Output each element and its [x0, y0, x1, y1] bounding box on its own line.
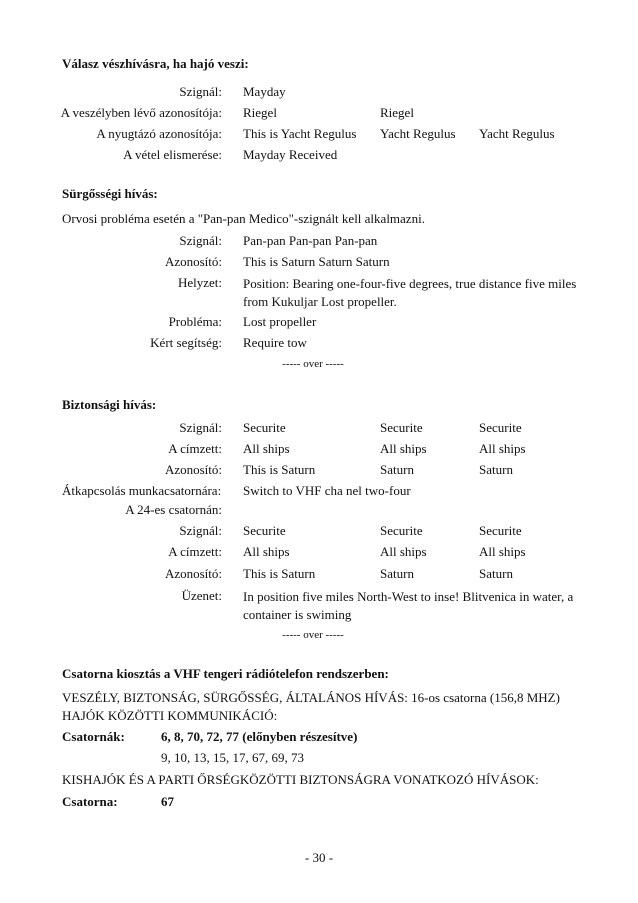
channels-label: Csatornák: [62, 729, 125, 744]
row-value: Saturn [479, 566, 513, 581]
row-value-message: In position five miles North-West to inse! Blitvenica in water, a container is swiming [243, 589, 574, 622]
over-marker: ----- over ----- [282, 629, 344, 641]
row-label: A veszélyben lévő azonosítója: [60, 105, 222, 120]
row-label: Kért segítség: [150, 335, 222, 350]
row-label: A vétel elismerése: [123, 147, 222, 162]
row-label: Szignál: [179, 523, 222, 538]
row-value: Saturn [380, 462, 414, 477]
row-label: Szignál: [179, 84, 222, 99]
row-value: Pan-pan Pan-pan Pan-pan [243, 233, 378, 248]
row-value: All ships [479, 544, 526, 559]
row-value: Mayday [243, 84, 286, 99]
row-label: Szignál: [179, 420, 222, 435]
row-value: All ships [380, 441, 427, 456]
row-value: All ships [479, 441, 526, 456]
row-label: Üzenet: [181, 588, 222, 603]
row-value: This is Saturn Saturn Saturn [243, 254, 390, 269]
row-label: A címzett: [168, 441, 222, 456]
channel-label: Csatorna: [62, 794, 118, 809]
section-heading-safety-call: Biztonsági hívás: [62, 397, 157, 412]
row-value: Securite [380, 420, 423, 435]
channels-secondary: 9, 10, 13, 15, 17, 67, 69, 73 [161, 750, 304, 765]
row-label-channel-24: A 24-es csatornán: [125, 502, 222, 517]
row-value: Saturn [380, 566, 414, 581]
row-value: Require tow [243, 335, 307, 350]
section-heading-distress-reply: Válasz vészhívásra, ha hajó veszi: [62, 56, 249, 71]
section-heading-channel-allocation: Csatorna kiosztás a VHF tengeri rádiótelefon rendszerben: [62, 666, 389, 681]
row-label: A nyugtázó azonosítója: [96, 126, 222, 141]
row-label: A címzett: [168, 544, 222, 559]
row-label: Azonosító: [164, 254, 222, 269]
over-marker: ----- over ----- [282, 358, 344, 370]
row-value: Securite [243, 523, 286, 538]
row-label-switch: Átkapcsolás munkacsatornára: [62, 483, 222, 498]
row-value: Saturn [479, 462, 513, 477]
row-value: Lost propeller [243, 314, 317, 329]
row-value: This is Yacht Regulus [243, 126, 357, 141]
row-value: Riegel [243, 105, 277, 120]
row-label: Probléma: [168, 314, 222, 329]
row-value: All ships [243, 441, 290, 456]
page-number: - 30 - [304, 850, 334, 865]
row-label: Szignál: [179, 233, 222, 248]
channel-value: 67 [161, 794, 174, 809]
row-label: Azonosító: [164, 462, 222, 477]
row-value: All ships [243, 544, 290, 559]
row-value: Yacht Regulus [380, 126, 456, 141]
row-label: Helyzet: [177, 275, 222, 290]
ship-communication-text: VESZÉLY, BIZTONSÁG, SÜRGŐSSÉG, ÁLTALÁNOS HÍVÁS: 16-os csatorna (156,8 MHZ) HAJÓK KÖZÖTTI KOMMUNIKÁCIÓ: [62, 690, 560, 723]
row-value: Securite [243, 420, 286, 435]
section-intro: Orvosi probléma esetén a "Pan-pan Medico"-szignált kell alkalmazni. [62, 211, 425, 226]
row-label: Azonosító: [164, 566, 222, 581]
row-value: This is Saturn [243, 566, 316, 581]
row-value: This is Saturn [243, 462, 316, 477]
row-value: Securite [479, 420, 522, 435]
section-heading-urgency-call: Sürgősségi hívás: [62, 186, 158, 201]
row-value: All ships [380, 544, 427, 559]
row-value-switch: Switch to VHF cha nel two-four [243, 483, 411, 498]
row-value: Mayday Received [243, 147, 338, 162]
row-value: Yacht Regulus [479, 126, 555, 141]
row-value: Securite [479, 523, 522, 538]
channels-primary: 6, 8, 70, 72, 77 (előnyben részesítve) [161, 729, 358, 744]
row-value-position: Position: Bearing one-four-five degrees, true distance five miles from Kukuljar Lost propeller. [243, 276, 577, 309]
row-value: Securite [380, 523, 423, 538]
row-value: Riegel [380, 105, 414, 120]
coastguard-text: KISHAJÓK ÉS A PARTI ŐRSÉGKÖZÖTTI BIZTONSÁGRA VONATKOZÓ HÍVÁSOK: [62, 772, 539, 787]
